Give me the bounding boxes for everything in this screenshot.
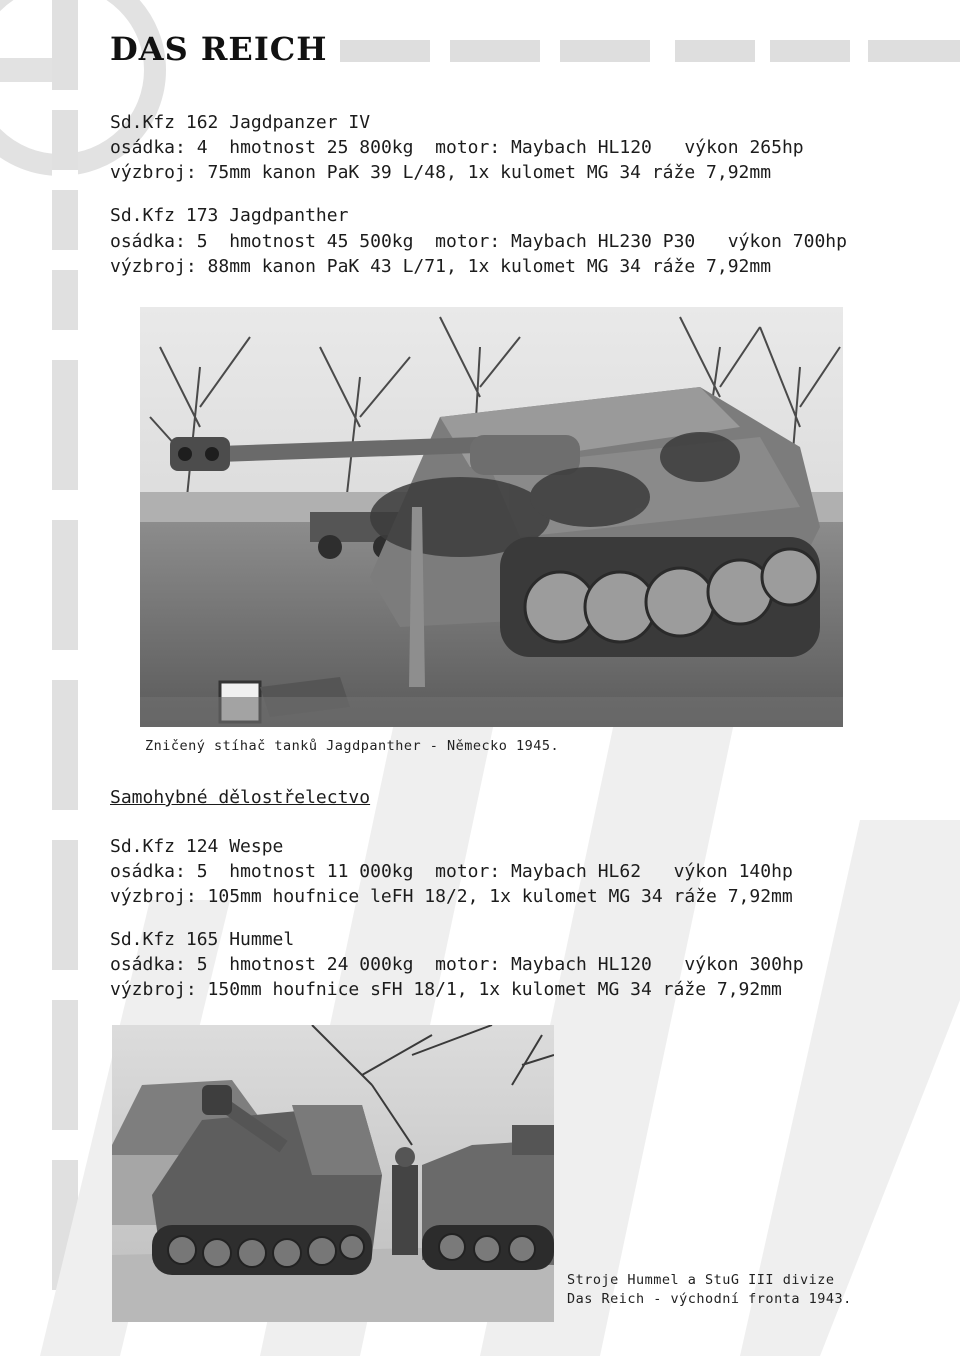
vehicle-name-jagdpanther: Sd.Kfz 173 Jagdpanther — [110, 205, 349, 226]
spec-crew: osádka: 5 — [110, 231, 208, 252]
spec-weight: hmotnost 11 000kg — [229, 861, 414, 882]
page-title: DAS REICH — [110, 30, 328, 68]
spec-engine: motor: Maybach HL62 — [435, 861, 642, 882]
vehicle-name-wespe: Sd.Kfz 124 Wespe — [110, 836, 284, 857]
vehicle-specs-hummel — [110, 954, 804, 975]
section-heading-self-propelled-artillery: Samohybné dělostřelectvo — [110, 787, 371, 808]
vehicle-specs-wespe — [110, 861, 793, 882]
spec-engine: motor: Maybach HL230 P30 — [435, 231, 696, 252]
spec-engine: motor: Maybach HL120 — [435, 137, 652, 158]
spec-power: výkon 265hp — [684, 137, 804, 158]
photo-hummel-caption-line1: Stroje Hummel a StuG III divize — [567, 1272, 835, 1288]
vehicle-specs-jagdpanzer-iv — [110, 137, 804, 158]
vehicle-armament-wespe: výzbroj: 105mm houfnice leFH 18/2, 1x kulomet MG 34 ráže 7,92mm — [110, 886, 793, 907]
spec-crew: osádka: 5 — [110, 861, 208, 882]
vehicle-name-jagdpanzer-iv: Sd.Kfz 162 Jagdpanzer IV — [110, 112, 371, 133]
spec-power: výkon 140hp — [673, 861, 793, 882]
spec-power: výkon 300hp — [684, 954, 804, 975]
spec-power: výkon 700hp — [727, 231, 847, 252]
photo-jagdpanther-caption: Zničený stíhač tanků Jagdpanther - Německo 1945. — [145, 738, 560, 754]
spec-engine: motor: Maybach HL120 — [435, 954, 652, 975]
vehicle-armament-jagdpanzer-iv: výzbroj: 75mm kanon PaK 39 L/48, 1x kulomet MG 34 ráže 7,92mm — [110, 162, 772, 183]
spec-weight: hmotnost 24 000kg — [229, 954, 414, 975]
photo-jagdpanther — [140, 307, 843, 727]
spec-weight: hmotnost 45 500kg — [229, 231, 414, 252]
vehicle-specs-jagdpanther — [110, 231, 847, 252]
photo-hummel-stug — [112, 1025, 554, 1322]
vehicle-armament-hummel: výzbroj: 150mm houfnice sFH 18/1, 1x kulomet MG 34 ráže 7,92mm — [110, 979, 782, 1000]
spec-weight: hmotnost 25 800kg — [229, 137, 414, 158]
vehicle-name-hummel: Sd.Kfz 165 Hummel — [110, 929, 295, 950]
photo-hummel-caption-line2: Das Reich - východní fronta 1943. — [567, 1291, 852, 1307]
vehicle-armament-jagdpanther: výzbroj: 88mm kanon PaK 43 L/71, 1x kulomet MG 34 ráže 7,92mm — [110, 256, 772, 277]
spec-crew: osádka: 5 — [110, 954, 208, 975]
spec-crew: osádka: 4 — [110, 137, 208, 158]
